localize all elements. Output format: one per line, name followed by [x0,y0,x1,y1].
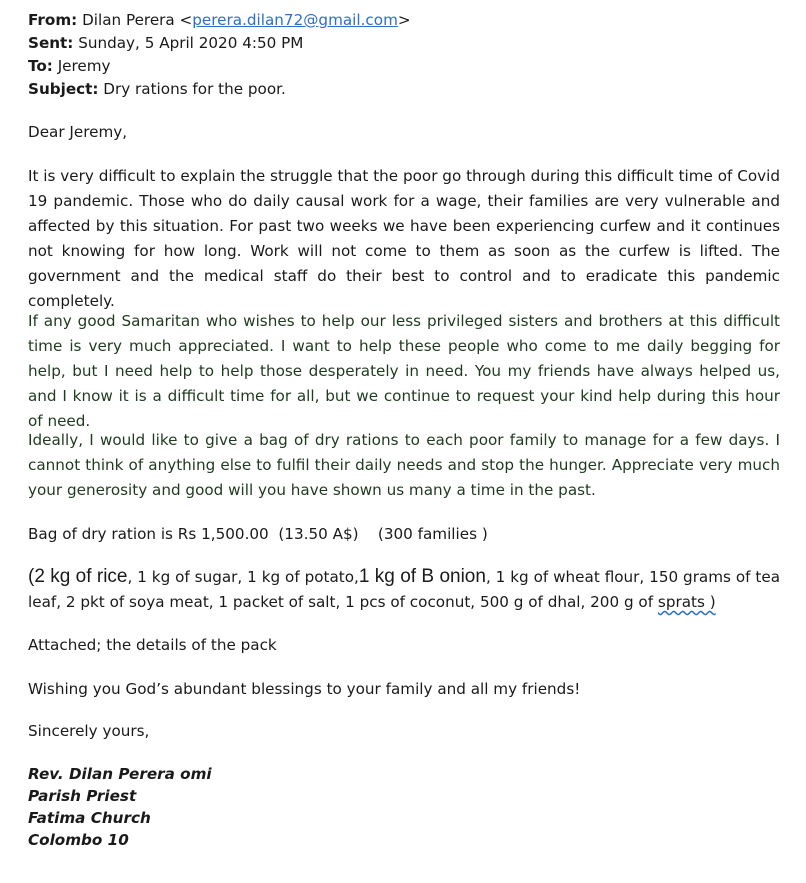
to-line [28,55,411,78]
from-label: From: [28,11,78,29]
items-onion: 1 kg of B onion [358,566,486,587]
to-value: Jeremy [57,57,111,75]
signature-church: Fatima Church [28,809,151,827]
paragraph-2: If any good Samaritan who wishes to help our less privileged sisters and brothers at this difficult time is very much appreciated. I want to help these people who come to me daily begging for help, but I need help to help those desperately in need. You my friends have always helped us, and I know it is a difficult time for all, but we continue to request your kind help during this hour of need. [28,312,780,430]
signature-block [28,763,212,851]
sender-email-link[interactable]: perera.dilan72@gmail.com [192,11,398,29]
signature-name: Rev. Dilan Perera omi [28,765,212,783]
from-line [28,9,411,32]
sent-value: Sunday, 5 April 2020 4:50 PM [78,34,304,52]
ration-items-list [28,564,780,615]
items-rest: , 1 kg of wheat flour, 150 grams of tea leaf, 2 pkt of soya meat, 1 packet of salt, 1 pcs of coconut, 500 g of dhal, 200 g of [28,568,781,611]
closing-line: Sincerely yours, [28,722,150,740]
signature-title: Parish Priest [28,787,137,805]
subject-line [28,78,411,101]
items-sprats: sprats ) [657,593,716,611]
sent-label: Sent: [28,34,74,52]
subject-value: Dry rations for the poor. [103,80,286,98]
greeting: Dear Jeremy, [28,123,128,141]
subject-label: Subject: [28,80,99,98]
paragraph-3: Ideally, I would like to give a bag of dry rations to each poor family to manage for a few days. I cannot think of anything else to fulfil their daily needs and stop the hunger. Appreciate very much your generosity and good will you have shown us many a time in the past. [28,431,780,499]
to-label: To: [28,57,53,75]
from-name: Dilan Perera < [82,11,193,29]
items-rice: (2 kg of rice [28,566,128,587]
signature-city: Colombo 10 [28,831,129,849]
ration-cost-line: Bag of dry ration is Rs 1,500.00 (13.50 A$) (300 families ) [28,525,488,543]
from-close: > [397,11,411,29]
items-sugar-potato: , 1 kg of sugar, 1 kg of potato, [127,568,359,586]
sent-line [28,32,411,55]
email-header [28,9,411,101]
attached-line: Attached; the details of the pack [28,636,277,654]
paragraph-1: It is very difficult to explain the struggle that the poor go through during this difficult time of Covid 19 pandemic. Those who do daily causal work for a wage, their families are very vulnerable and affected by this situation. For past two weeks we have been experiencing curfew and it continues not knowing for how long. Work will not come to them as soon as the curfew is lifted. The government and the medical staff do their best to control and to eradicate this pandemic completely. [28,167,780,310]
wishing-line: Wishing you God’s abundant blessings to your family and all my friends! [28,680,581,698]
